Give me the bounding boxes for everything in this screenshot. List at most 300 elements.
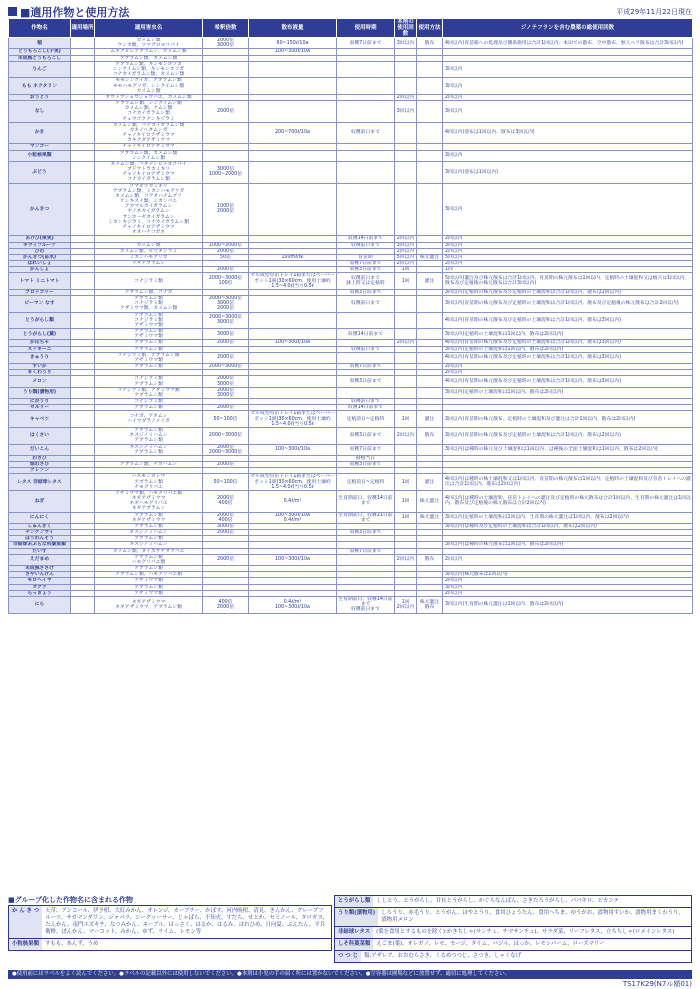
table-cell-times (395, 376, 417, 387)
table-cell-total: 4回以内(育苗箱への処理及び側条施用は合計1回以内、本田での散布、空中散布、無人ヘリ散布は合計3回以内) (443, 38, 693, 49)
table-cell-method: 株元灌注 散布 (417, 596, 443, 613)
usage-table (8, 18, 693, 614)
table-cell-time: 収穫3日前まで (337, 289, 395, 295)
table-cell-place (71, 387, 95, 398)
table-cell-pest: キスジノミハムシ (95, 542, 203, 548)
table-row (9, 78, 693, 95)
table-cell-crop: ぶどう (9, 161, 71, 183)
table-cell-total: 3回以内(塗布は1回以内) (443, 161, 693, 183)
table-cell-pest: ネスジノミハムシ (95, 530, 203, 536)
table-cell-total: 2回以内 (443, 370, 693, 376)
table-row (9, 183, 693, 236)
table-cell-total: 2回以内 (443, 248, 693, 254)
group-label: とうがらし類 (335, 896, 373, 907)
table-cell-vol: 200~700ℓ/10a (249, 122, 337, 144)
table-cell-method (417, 150, 443, 161)
table-cell-times: 1回 (395, 512, 417, 523)
table-cell-total: 3回以内 (443, 584, 693, 590)
table-cell-total: 3回以内(育苗期の株元散布及び定植時の土壌混和は合計1回以内、散布は2回以内) (443, 428, 693, 445)
table-cell-vol: 100mℓ/株 (249, 254, 337, 260)
table-cell-place (71, 512, 95, 523)
table-cell-time: 生育期前日、収穫14日前まで 収穫前日まで (338, 596, 393, 613)
table-cell-times: 1回 (395, 490, 417, 512)
table-cell-dil: 2000倍 3000倍 (203, 387, 249, 398)
table-cell-total: 3回以内(定植時の土壌混和は1回以内、散布は2回以内) (443, 329, 693, 340)
group-entry (334, 951, 692, 963)
table-cell-pest: カメムシ類 ウンカ類、ツマグロヨコバイ (95, 38, 203, 49)
table-cell-total: 3回以内(定植時の土壌混和は1回以内、散布は2回以内) (443, 346, 693, 352)
table-cell-dil: 2000倍 3000倍 (203, 38, 249, 49)
table-cell-dil: 2000倍 (203, 405, 249, 411)
table-cell-place (71, 296, 95, 313)
table-row (9, 101, 693, 123)
group-crops: すもも、あんず、うめ (44, 941, 99, 948)
date-stamp: 平成29年11月22日現在 (616, 8, 692, 16)
table-cell-vol (249, 183, 337, 236)
table-cell-times (395, 78, 417, 95)
table-cell-pest: アブラムシ類、カメムシ類 (95, 55, 203, 61)
group-list-left (8, 905, 332, 951)
table-cell-crop: トマト ミニトマト (9, 273, 71, 290)
table-cell-vol (249, 150, 337, 161)
table-cell-crop: 非結球あぶらな科葉菜類 (9, 542, 71, 548)
table-cell-time: 生育期前日、収穫14日前まで (337, 490, 395, 512)
table-cell-method (417, 376, 443, 387)
table-cell-pest: アブラムシ類、カメムシ類 シンクイムシ類 (95, 150, 203, 161)
table-cell-dil: 2000倍 (203, 530, 249, 536)
table-cell-method: 株元灌注 (417, 490, 443, 512)
table-cell-dil: 3000倍 (203, 329, 249, 340)
table-cell-times: 2回以内 (395, 94, 417, 100)
table-cell-dil: 50倍 (203, 254, 249, 260)
table-cell-time (337, 387, 395, 398)
table-cell-crop: しゅんぎく (9, 523, 71, 529)
table-cell-pest: オウトウショウジョウバエ、カメムシ類 (95, 94, 203, 100)
table-cell-time (337, 150, 395, 161)
table-cell-times: 5回以内 (395, 254, 417, 260)
table-cell-total: 2回以内 (443, 94, 693, 100)
table-cell-vol (249, 296, 337, 313)
table-cell-crop: ピーマン なす (9, 296, 71, 313)
table-cell-dil: 1000~2000倍 (203, 242, 249, 248)
table-cell-pest: アブラムシ類 (95, 405, 203, 411)
table-cell-time: 収穫14日前まで (337, 329, 395, 340)
table-cell-crop: とうがらし類 (9, 312, 71, 329)
table-cell-place (71, 474, 95, 491)
table-cell-place (71, 444, 95, 455)
table-cell-crop: かんきつ (9, 183, 71, 236)
table-cell-vol (249, 312, 337, 329)
table-cell-times (395, 61, 417, 78)
column-header: ジノテフランを含む農薬の総使用回数 (443, 19, 693, 38)
table-row (9, 312, 693, 329)
table-cell-method (417, 444, 443, 455)
table-cell-time: 生育期前日、収穫21日前まで (338, 512, 393, 523)
table-cell-pest: アブラムシ類、ハモグリバエ類 (95, 572, 203, 578)
table-cell-method (417, 387, 443, 398)
table-cell-vol: 0.4ℓ/m² 100~300ℓ/10a (249, 596, 337, 613)
table-cell-crop: びわ (9, 248, 71, 254)
table-cell-pest: キスジノミハムシ アブラムシ類 (95, 444, 203, 455)
table-cell-time: 収穫前日まで 鉢上時又は定植時 (337, 273, 395, 290)
table-row (9, 122, 693, 144)
table-cell-times (395, 122, 417, 144)
table-cell-time: 収穫7日前まで (337, 444, 395, 455)
table-cell-dil: 2000倍 (203, 248, 249, 254)
table-cell-pest: コナジラミ類、アブラムシ類 アザミウマ類 (95, 352, 203, 363)
table-cell-times: 2回以内 (395, 428, 417, 445)
table-cell-times (395, 329, 417, 340)
table-cell-crop: かき (9, 122, 71, 144)
table-cell-crop: らっきょう (9, 590, 71, 596)
table-cell-place (71, 596, 95, 613)
table-cell-pest: アザミウマ類、ハモグリバエ類 ネギアザミウマ ネギハモグリバエ ネギアブラムシ (95, 490, 203, 512)
table-cell-times (395, 352, 417, 363)
table-cell-method (417, 183, 443, 236)
group-list-right (334, 895, 692, 963)
table-cell-times: 3回以内 (395, 242, 417, 248)
table-cell-times: 2回以内 (395, 340, 417, 346)
table-cell-total: 2回以内 (443, 554, 693, 565)
table-cell-method: 株元灌注 (417, 254, 443, 260)
table-cell-pest: アブラムシ類 ネギアザミウマ (95, 512, 203, 523)
table-cell-pest: ハスモンヨトウ アブラムシ類 ナモグリバエ (95, 474, 203, 491)
table-row (9, 61, 693, 78)
table-cell-crop: キャベツ (9, 411, 71, 428)
table-cell-dil: 2000倍 2000~3000倍 (203, 444, 249, 455)
table-cell-dil: 3000倍 (203, 523, 249, 529)
table-cell-times (395, 444, 417, 455)
group-label: 小粒核果類 (9, 939, 42, 950)
table-cell-time: 収穫前日まで (337, 242, 395, 248)
column-header: 作物名 (9, 19, 71, 38)
group-crops: ししとう、とうがらし、甘長とうがらし、かぐらなんばん、さきたろうがらし、パパキロ、ピカンテ (376, 898, 620, 904)
table-cell-method: 灌注 (417, 411, 443, 428)
table-cell-total: 4回以内(は種時の株土壌混和又は1回以内、育苗期の株元散布は1回以内、定植時の土壌混和及び育苗トレイへの灌注は合計1回以内、散布は2回以内) (443, 474, 693, 491)
table-row (9, 596, 693, 613)
table-cell-times (395, 183, 417, 236)
table-cell-crop: セルリー (9, 405, 71, 411)
table-cell-crop: はくさい (9, 428, 71, 445)
group-crops: しろうり、赤毛うり、とうがん、はやとうり、食用ひょうたん、食用へちま、ゆうがお、漬物用すいか、漬物用まくわうり、漬物用メロン (381, 910, 684, 924)
table-cell-crop: マンゴー (9, 144, 71, 150)
table-cell-dil: 3000倍 1000~2000倍 (203, 161, 249, 183)
table-cell-vol (249, 352, 337, 363)
group-section-title (8, 895, 133, 905)
table-cell-total: 3回以内 (443, 101, 693, 123)
table-cell-crop: おうとう (9, 94, 71, 100)
table-cell-place (71, 273, 95, 290)
table-cell-times (395, 161, 417, 183)
table-cell-crop: とうがらし(葉) (9, 329, 71, 340)
table-cell-time: 移植当日 (337, 455, 395, 461)
table-cell-times: 1回 2回以内 (395, 596, 417, 613)
table-cell-total: 4回以内(塗布は1回以内、散布は3回以内) (443, 122, 693, 144)
table-cell-times: 3回以内 (395, 38, 417, 49)
table-cell-total: 2回以内 (443, 590, 693, 596)
table-cell-place (71, 312, 95, 329)
table-cell-total: 3回以内(は種時の株元及び土壌混和は1回以内、は種後の全面土壌混和は1回以内、散布は2回以内) (443, 444, 693, 455)
table-cell-vol (249, 61, 337, 78)
table-cell-pest: アブラムシ類 (95, 364, 203, 370)
table-cell-times: 1回 (395, 474, 417, 491)
table-cell-pest: アブラムシ類、ナガハムシ (95, 462, 203, 468)
table-cell-time: 定植前日~定植時 (337, 411, 395, 428)
table-cell-pest: アブラムシ類 ハモグリバエ類 (95, 554, 203, 565)
table-cell-times: 2回以内 (395, 236, 417, 242)
table-cell-method (417, 122, 443, 144)
group-entry (334, 939, 692, 951)
table-cell-pest: カメムシ類、コナカイガラムシ類 カキノヘタムシガ チャノキイロアザミウマ カキクダアザミウマ (95, 122, 203, 144)
table-cell-method (417, 78, 443, 95)
table-cell-method (417, 329, 443, 340)
column-header: 適用場所 (71, 19, 95, 38)
column-header: 希釈倍数 (203, 19, 249, 38)
table-cell-times: 2回以内 (395, 261, 417, 267)
table-cell-dil: 2000倍 (203, 267, 249, 273)
table-cell-crop: さやいんげん (9, 572, 71, 578)
table-cell-place (71, 150, 95, 161)
table-cell-dil: 2000~3000倍 (203, 364, 249, 370)
table-cell-method (417, 161, 443, 183)
table-cell-pest: ゴマダラカミキリ アブラムシ類、ミカンハモグリガ カメムシ類、コアオハナムグリ ケシキスイ類、ミカンバエ アカマルカイガラムシ ヤノネカイガラムシ サンホーゼカイガラムシ ミカンキジラミ、コナカイガラムシ類 チャノキイロアザミウマ オオハナコガネ (95, 183, 203, 236)
table-cell-vol: 100~300ℓ/10a 0.4ℓ/m² (249, 512, 337, 523)
table-cell-total: 2回以内 (443, 261, 693, 267)
table-cell-total: 5回以内 (443, 254, 693, 260)
table-cell-method: 株元灌注 (417, 512, 443, 523)
table-cell-time (337, 101, 395, 123)
table-cell-vol: 100~300ℓ/10a (249, 444, 337, 455)
table-cell-crop: わさび (9, 455, 71, 461)
table-cell-dil (203, 78, 249, 95)
table-cell-pest: アブラムシ類 (95, 566, 203, 572)
document-code: TS17K29(N7ル額01) (622, 980, 692, 988)
table-cell-method: 灌注 (417, 273, 443, 290)
table-cell-crop: だいず (9, 548, 71, 554)
group-crops: 天草、アンコール、伊予柑、大紅みかん、オレンジ、カーブチー、かぼす、河内晩柑、清見、きんかん、グレープフルーツ、サガマンダリン、ジャバラ、シークヮーサー、じゃばら、不知火、すだち、せとか、セミノール、タロガヨ、たんかん、南門ユズキチ、なつみかん、ネーブル、はっさく、はるか、はるみ、はれひめ、日向夏、ぶんたん、平兵衛酢、ぽんかん、マーコット、みかん、ゆず、ライム、レモン等 (45, 908, 328, 936)
table-cell-method (417, 352, 443, 363)
table-cell-total: 3回以内 (443, 78, 693, 95)
table-row (9, 512, 693, 523)
table-cell-method (417, 101, 443, 123)
group-crops: えごま(葉)、オレガノ、レモ、セージ、タイム、バジル、はっか、レモンバーム、ローズマリー (376, 941, 605, 948)
table-cell-vol: 60~150ℓ/10a (249, 38, 337, 49)
table-cell-dil: 2000倍 (203, 352, 249, 363)
table-cell-total: 4回以内(は種時の土壌混和、育苗トレイへの灌注及び定植時の株元散布は合計1回以内、生育期の株元灌注は1回以内、散布及び定植後の株元散布は合計2回以内) (443, 490, 693, 512)
table-cell-time: 収穫前日まで (337, 346, 395, 352)
table-cell-time: 収穫7日前まで (337, 364, 395, 370)
table-cell-dil: 400倍 2000倍 (203, 596, 249, 613)
table-cell-dil: 2000倍 (203, 101, 249, 123)
table-cell-total: 2回以内 (443, 364, 693, 370)
table-cell-place (71, 183, 95, 236)
table-cell-crop: とうもろこし(子実) (9, 49, 71, 55)
table-cell-vol: セル成型育苗トレイ1箱またはペーパーポット1冊(30×60cm、使用土壌約1.5~4.0ℓ)当り0.5ℓ (250, 474, 335, 490)
table-cell-time: 収穫3日前まで (337, 376, 395, 387)
page-title: ■適用作物と使用方法 (20, 6, 130, 19)
table-cell-crop: うり類(漬物用) (9, 387, 71, 398)
table-cell-vol (249, 428, 337, 445)
table-cell-total: 4回以内(育苗期の株元散布及び定植時の土壌混和は合計1回以内、散布は3回以内) (443, 312, 693, 329)
table-cell-dil: 2000倍 3000倍 (203, 376, 249, 387)
group-label: つ つ じ (335, 951, 361, 962)
table-cell-crop: かぼちゃ (9, 340, 71, 346)
table-row (9, 161, 693, 183)
table-cell-pest: カメムシ類 (95, 242, 203, 248)
table-cell-total: 4回以内(育苗期の株元散布及び定植時の土壌混和は合計1回以内、散布は3回以内) (443, 340, 693, 346)
table-cell-total: 3回以内 (443, 61, 693, 78)
table-cell-crop: かんしょ (9, 267, 71, 273)
table-cell-method: 散布 (417, 38, 443, 49)
table-row (9, 296, 693, 313)
group-title-text: ■グループ化した作物名に含まれる作物 (8, 896, 134, 904)
table-cell-vol (249, 161, 337, 183)
table-cell-crop: なし (9, 101, 71, 123)
table-header-row (9, 19, 693, 38)
table-cell-total: 3回以内(定植時の土壌混和は1回以内、生育期の株元灌注は1回以内、散布は2回以内) (443, 512, 693, 523)
table-cell-dil: 2000~3000倍 100倍 (203, 273, 249, 290)
table-cell-dil: 2000倍 (203, 554, 249, 565)
table-cell-crop: 畑わさび (9, 462, 71, 468)
table-cell-time: 収穫前日まで (337, 296, 395, 313)
table-cell-dil: 2000倍 400倍 (203, 490, 249, 512)
table-row (9, 352, 693, 363)
square-bullet-icon (8, 7, 17, 16)
table-cell-total: 3回以内(株元散布は1回以内) (443, 572, 693, 578)
table-row (9, 490, 693, 512)
table-cell-total: 3回以内(は種時の株元散布は1回以内、散布は2回以内) (443, 542, 693, 548)
column-header: 使用方法 (417, 19, 443, 38)
table-row (9, 428, 693, 445)
table-cell-pest: ネギアザミウマ ネギアザミウマ、アブラムシ類 (95, 596, 203, 613)
table-cell-time (337, 61, 395, 78)
table-cell-total: 2回以内 (443, 578, 693, 584)
table-cell-place (71, 554, 95, 565)
table-row (9, 376, 693, 387)
table-cell-dil (203, 122, 249, 144)
table-cell-pest: ミカンハモグリガ (95, 254, 203, 260)
table-cell-crop: ブロッコリー (9, 289, 71, 295)
table-cell-place (71, 376, 95, 387)
table-cell-place (71, 61, 95, 78)
footer-notice: ●使用前にはラベルをよく読んでください。●ラベルの記載以外には使用しないでください。●本剤は小児の手の届く所には置かないでください。●空容器は圃場などに放置せず、適切に処理してください。 (8, 970, 692, 979)
table-cell-time (337, 554, 395, 565)
table-cell-pest: コナジラミ類 (95, 273, 203, 290)
table-cell-total: 3回以内 (443, 150, 693, 161)
column-header: 使用時期 (337, 19, 395, 38)
table-cell-time: 収穫7日前まで (337, 548, 395, 554)
table-cell-crop: もも ネクタリン (9, 78, 71, 95)
table-cell-crop: きゅうり (9, 352, 71, 363)
table-cell-crop: メロン (9, 376, 71, 387)
table-row (9, 554, 693, 565)
table-cell-time (337, 161, 395, 183)
table-row (9, 387, 693, 398)
table-cell-method (417, 312, 443, 329)
table-cell-total: 3回以内(定植時の株元散布及び定植時の土壌混和は合計1回以内、散布は2回以内) (443, 289, 693, 295)
table-cell-crop: ねぎ (9, 490, 71, 512)
table-cell-method: 灌注 (417, 474, 443, 491)
table-cell-total: 3回以内(育苗期の株元散布及び定植時の土壌混和は合計1回以内、散布及び定植後の株元散布は合計2回以内) (443, 296, 693, 313)
table-cell-time: 収穫前日まで (337, 399, 395, 405)
table-cell-crop: かんきつ(苗木) (9, 254, 71, 260)
table-cell-pest: ムギクビレアブラムシ、カメムシ類 (95, 49, 203, 55)
table-cell-pest: チャノキイロアザミウマ (95, 144, 203, 150)
table-cell-crop: ほうれんそう (9, 536, 71, 542)
table-cell-time: 育苗期 (337, 254, 395, 260)
table-cell-pest: アブラムシ類、シンクイムシ類 カメムシ類、ケムシ類 コナカイガラムシ類 チュウゴクナシキジラミ (95, 101, 203, 123)
table-cell-vol: セル成型育苗トレイ1箱またはペーパーポット1冊(30×60cm、使用土壌約1.5~4.0ℓ)当り0.5ℓ (250, 273, 335, 289)
table-cell-crop: すいか (9, 364, 71, 370)
table-cell-vol (249, 78, 337, 95)
table-cell-times: 1回 (395, 267, 417, 273)
table-cell-place (71, 101, 95, 123)
table-cell-vol: 100~300ℓ/10a (249, 554, 337, 565)
table-cell-dil: 50~100倍 (203, 474, 249, 491)
table-cell-crop: にら (9, 596, 71, 613)
group-entry (334, 895, 692, 908)
table-cell-times: 3回以内 (395, 101, 417, 123)
table-cell-crop: ばれいしょ (9, 261, 71, 267)
table-row (9, 38, 693, 49)
table-cell-vol: 100~300ℓ/10a (249, 49, 337, 55)
table-cell-pest: アブラムシ類 コナジラミ類 アザミウマ類、カメムシ類 (95, 296, 203, 313)
table-cell-crop: 稲 (9, 38, 71, 49)
table-cell-total: 3回以内 (443, 242, 693, 248)
table-cell-total: 2回以内 (443, 236, 693, 242)
table-cell-vol: セル成型育苗トレイ1箱またはペーパーポット1冊(30×60cm、使用土壌約1.5~4.0ℓ)当り0.5ℓ (250, 411, 335, 427)
table-cell-crop: オクラ (9, 584, 71, 590)
table-cell-time: 収穫3日前まで (337, 267, 395, 273)
table-cell-pest: コナジラミ類 (95, 399, 203, 405)
table-cell-times: 1回 (395, 411, 417, 428)
table-cell-pest: コナガ、アオムシ ハイマダラノメイガ (95, 411, 203, 428)
table-cell-vol (249, 329, 337, 340)
table-cell-crop: 小粒核果類 (9, 150, 71, 161)
table-cell-time: 収穫7日前まで (337, 38, 395, 49)
table-cell-pest: コナジラミ類、アザミウマ類 アブラムシ類 (95, 387, 203, 398)
table-cell-crop: レタス 非結球レタス (9, 474, 71, 491)
table-cell-times: 1回 (395, 273, 417, 290)
table-cell-vol (249, 376, 337, 387)
table-cell-time: 収穫前日まで (337, 122, 395, 144)
table-cell-method (417, 61, 443, 78)
table-cell-vol (249, 387, 337, 398)
table-cell-dil (203, 150, 249, 161)
table-cell-place (71, 122, 95, 144)
table-cell-time: 収穫7日前まで (337, 261, 395, 267)
table-cell-crop: クレソン (9, 468, 71, 474)
table-cell-place (71, 161, 95, 183)
table-cell-total: 3回以内(は種時及び定植時の土壌混和は合計1回以内、散布は2回以内) (443, 523, 693, 529)
table-cell-dil: 2000倍 (203, 462, 249, 468)
table-cell-time: 収穫3日前まで (337, 530, 395, 536)
table-cell-pest: アブラムシ類 コナジラミ類 アザミウマ類 (95, 312, 203, 329)
table-cell-place (71, 329, 95, 340)
table-row (9, 273, 693, 290)
table-cell-time (337, 352, 395, 363)
table-cell-total: 1回 (443, 267, 693, 273)
table-cell-pest: アブラムシ類 (95, 523, 203, 529)
table-cell-pest: カメムシ類、ダイズサヤタマバエ (95, 548, 203, 554)
group-label: 非結球レタス (335, 927, 373, 938)
group-crops: 類:アザレア、おおむらさき、くるめつつじ、さつき、しゃくなげ (363, 953, 522, 960)
table-row (9, 329, 693, 340)
table-cell-total: 3回以内(生育期の株元灌注は1回以内、散布は2回以内) (443, 596, 693, 613)
table-cell-times (395, 387, 417, 398)
table-row (9, 444, 693, 455)
table-cell-total: 5回以内(灌注及び株元散布は合計1回以内、育苗期の株元散布は1回以内、定植時の土壌混和又は植穴は1回以内、散布及び定植後の株元散布は合計3回以内) (443, 273, 693, 290)
